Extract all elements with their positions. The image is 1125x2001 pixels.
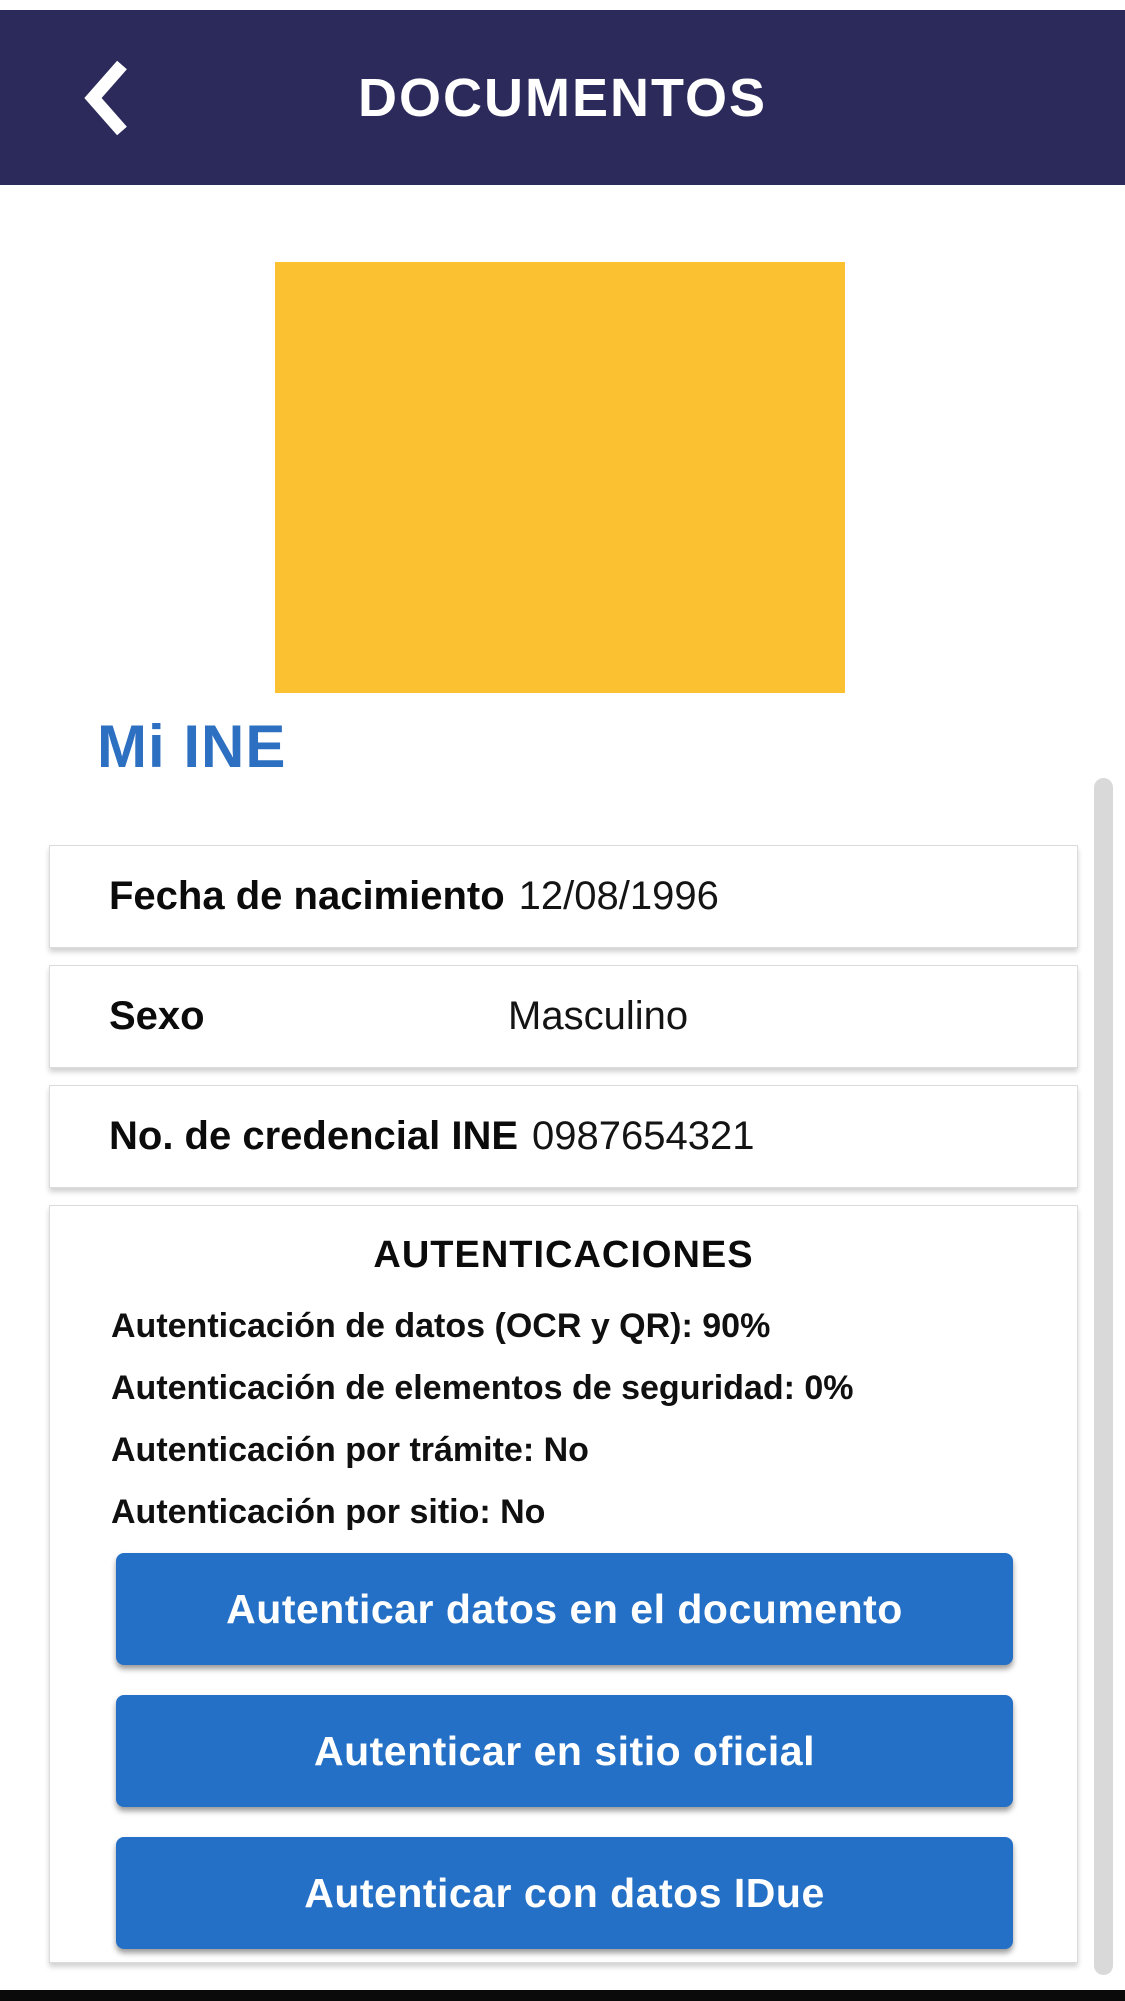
page-title: DOCUMENTOS bbox=[357, 67, 768, 128]
authentications-card bbox=[49, 1205, 1078, 1963]
chevron-left-icon bbox=[84, 57, 130, 139]
field-label: No. de credencial INE bbox=[109, 1114, 519, 1158]
auth-status-tramite: Autenticación por trámite: No bbox=[111, 1431, 589, 1469]
document-image-placeholder[interactable] bbox=[275, 262, 845, 693]
authenticate-document-data-button[interactable]: Autenticar datos en el documento bbox=[116, 1553, 1013, 1665]
field-value: 12/08/1996 bbox=[518, 874, 719, 918]
field-row-sex bbox=[49, 965, 1078, 1068]
scrollbar-thumb[interactable] bbox=[1094, 778, 1113, 1975]
authentication-status-list bbox=[111, 1295, 1077, 1543]
field-value: Masculino bbox=[508, 994, 689, 1038]
field-label: Fecha de nacimiento bbox=[109, 874, 505, 918]
auth-status-ocr-qr: Autenticación de datos (OCR y QR): 90% bbox=[111, 1307, 771, 1345]
field-row-credential-number bbox=[49, 1085, 1078, 1188]
field-value: 0987654321 bbox=[532, 1114, 755, 1158]
authenticate-idue-data-button[interactable]: Autenticar con datos IDue bbox=[116, 1837, 1013, 1949]
authentications-title: AUTENTICACIONES bbox=[373, 1234, 754, 1276]
field-row-birthdate bbox=[49, 845, 1078, 948]
header-bar bbox=[0, 10, 1125, 185]
bottom-edge-bar bbox=[0, 1990, 1125, 2001]
back-button[interactable] bbox=[72, 53, 142, 143]
auth-status-security-elements: Autenticación de elementos de seguridad: 0% bbox=[111, 1369, 854, 1407]
document-title: Mi INE bbox=[97, 713, 287, 780]
field-label: Sexo bbox=[109, 994, 205, 1038]
auth-status-sitio: Autenticación por sitio: No bbox=[111, 1493, 546, 1531]
authenticate-official-site-button[interactable]: Autenticar en sitio oficial bbox=[116, 1695, 1013, 1807]
